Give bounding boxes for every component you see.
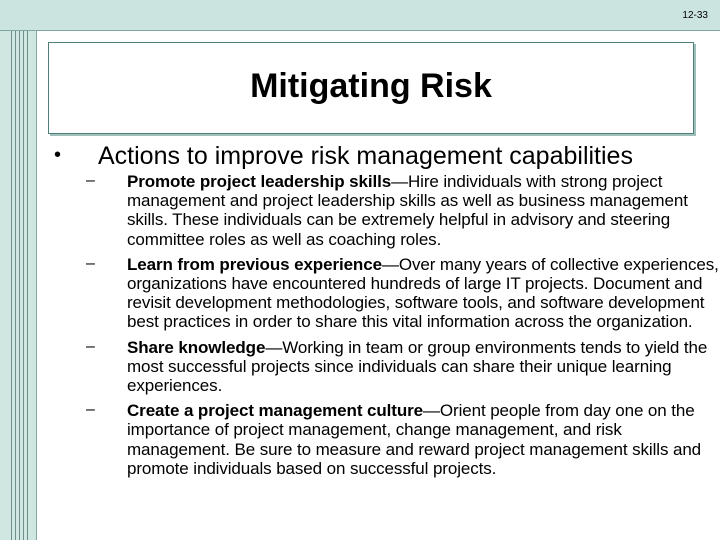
sub-bullet-text (127, 401, 720, 478)
sub-bullet-body: —Working in team or group environments tends to yield the most successful projects since individuals can share their unique learning experiences. (127, 337, 708, 396)
sub-bullet-list (80, 172, 720, 484)
main-bullet-text: Actions to improve risk management capabilities (98, 142, 633, 170)
dash-marker: – (86, 337, 95, 355)
slide-title: Mitigating Risk (250, 67, 492, 105)
sub-bullet-heading: Create a project management culture (127, 401, 423, 421)
slide-number: 12-33 (682, 10, 708, 21)
sub-bullet-heading: Share knowledge (127, 337, 266, 357)
sub-bullet-item (80, 255, 720, 332)
header-bar (0, 0, 720, 31)
bullet-marker: • (54, 144, 62, 166)
sub-bullet-item (80, 401, 720, 478)
sub-bullet-body: —Orient people from day one on the importance of project management, change management, and risk management. Be sure to measure and reward project management skills and promote individuals based on successful projects. (127, 401, 702, 478)
sub-bullet-heading: Promote project leadership skills (127, 172, 392, 191)
dash-marker: – (86, 172, 95, 189)
sub-bullet-body: —Hire individuals with strong project management and project leadership skills as well as business management skills. These individuals can be extremely helpful in advisory and steering committee roles as well as coaching roles. (127, 172, 688, 249)
sub-bullet-heading: Learn from previous experience (127, 254, 382, 274)
main-bullet (46, 142, 716, 170)
sub-bullet-text (127, 338, 720, 396)
sub-bullet-body: —Over many years of collective experiences, organizations have encountered hundreds of large IT projects. Document and revisit development methodologies, software tools, and software development best practices in order to share this vital information across the organization. (127, 254, 719, 332)
dash-marker: – (86, 401, 95, 419)
decorative-stripes (8, 31, 30, 540)
sub-bullet-text (127, 255, 720, 332)
title-box (48, 42, 694, 134)
dash-marker: – (86, 254, 95, 272)
sub-bullet-item (80, 338, 720, 396)
sub-bullet-text (127, 172, 720, 249)
sub-bullet-item (80, 172, 720, 249)
